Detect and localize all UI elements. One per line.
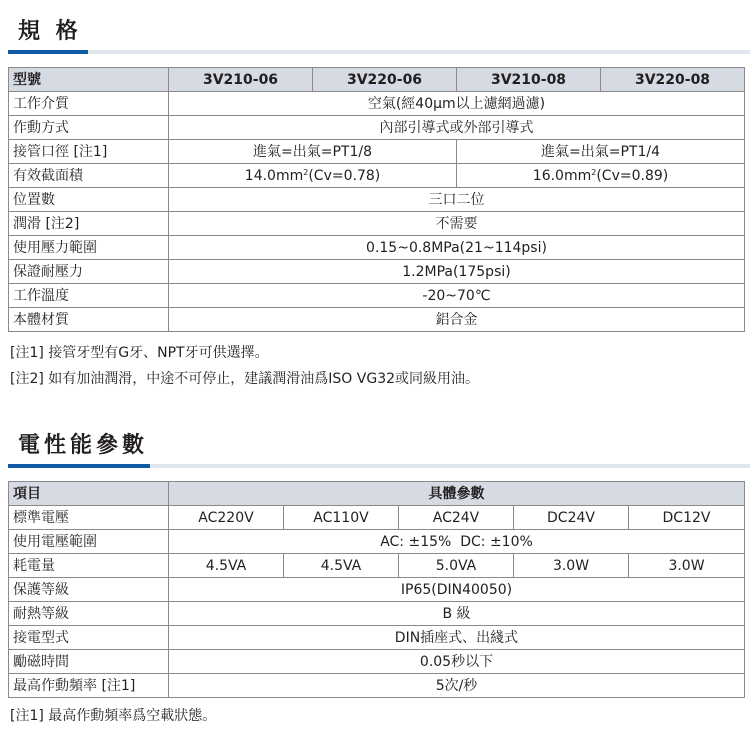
power-value: 4.5VA	[284, 554, 399, 578]
voltage-dc24v: DC24V	[514, 506, 629, 530]
spec-header-row	[9, 68, 745, 92]
temperature-value: -20~70℃	[169, 284, 745, 308]
spec-table	[8, 67, 745, 332]
row-label: 耗電量	[9, 554, 169, 578]
row-label: 本體材質	[9, 308, 169, 332]
pressure-range-value: 0.15~0.8MPa(21~114psi)	[169, 236, 745, 260]
table-row	[9, 92, 745, 116]
area-value-06: $14.0mm^2(Cv=0.78)$	[169, 164, 457, 188]
row-label: 保證耐壓力	[9, 260, 169, 284]
row-label: 使用壓力範圍	[9, 236, 169, 260]
electrical-title-rule	[8, 464, 750, 468]
voltage-dc12v: DC12V	[629, 506, 745, 530]
row-label: 最高作動頻率 [注1]	[9, 674, 169, 698]
proof-pressure-value: 1.2MPa(175psi)	[169, 260, 745, 284]
row-label: 勵磁時間	[9, 650, 169, 674]
row-label: 保護等級	[9, 578, 169, 602]
table-row	[9, 308, 745, 332]
row-label: 工作介質	[9, 92, 169, 116]
row-label: 接管口徑 [注1]	[9, 140, 169, 164]
params-header-label: 具體參數	[169, 482, 745, 506]
table-row	[9, 212, 745, 236]
table-row	[9, 578, 745, 602]
table-row	[9, 284, 745, 308]
row-label: 接電型式	[9, 626, 169, 650]
connection-value: DIN插座式、出綫式	[169, 626, 745, 650]
table-row	[9, 140, 745, 164]
model-3v220-08: 3V220-08	[601, 68, 745, 92]
electrical-section-title: 電性能參數	[18, 433, 149, 458]
medium-value: 空氣(經40μm以上濾網過濾)	[169, 92, 745, 116]
table-row	[9, 530, 745, 554]
model-3v210-06: 3V210-06	[169, 68, 313, 92]
row-label: 工作溫度	[9, 284, 169, 308]
spec-note-1: [注1] 接管牙型有G牙、NPT牙可供選擇。	[10, 345, 269, 361]
voltage-ac110v: AC110V	[284, 506, 399, 530]
power-value: 3.0W	[514, 554, 629, 578]
operation-value: 內部引導式或外部引導式	[169, 116, 745, 140]
model-header-label: 型號	[9, 68, 169, 92]
table-row	[9, 164, 745, 188]
row-label: 位置數	[9, 188, 169, 212]
protection-value: IP65(DIN40050)	[169, 578, 745, 602]
table-row	[9, 506, 745, 530]
port-value-08: 進氣=出氣=PT1/4	[457, 140, 745, 164]
excitation-value: 0.05秒以下	[169, 650, 745, 674]
row-label: 潤滑 [注2]	[9, 212, 169, 236]
table-row	[9, 626, 745, 650]
power-value: 3.0W	[629, 554, 745, 578]
heat-class-value: B 級	[169, 602, 745, 626]
row-label: 耐熱等級	[9, 602, 169, 626]
voltage-ac24v: AC24V	[399, 506, 514, 530]
position-value: 三口二位	[169, 188, 745, 212]
lubrication-value: 不需要	[169, 212, 745, 236]
max-freq-value: 5次/秒	[169, 674, 745, 698]
row-label: 使用電壓範圍	[9, 530, 169, 554]
area-value-08: $16.0mm^2(Cv=0.89)$	[457, 164, 745, 188]
power-value: 4.5VA	[169, 554, 284, 578]
row-label: 有效截面積	[9, 164, 169, 188]
spec-note-2: [注2] 如有加油潤滑，中途不可停止，建議潤滑油爲ISO VG32或同級用油。	[10, 371, 480, 387]
table-row	[9, 116, 745, 140]
model-3v210-08: 3V210-08	[457, 68, 601, 92]
table-row	[9, 650, 745, 674]
power-value: 5.0VA	[399, 554, 514, 578]
voltage-ac220v: AC220V	[169, 506, 284, 530]
table-row	[9, 236, 745, 260]
model-3v220-06: 3V220-06	[313, 68, 457, 92]
electrical-table	[8, 481, 745, 698]
table-row	[9, 674, 745, 698]
table-row	[9, 260, 745, 284]
spec-section-title: 規 格	[18, 19, 82, 44]
item-header-label: 項目	[9, 482, 169, 506]
spec-title-rule	[8, 50, 750, 54]
voltage-range-value: AC: ±15% DC: ±10%	[169, 530, 745, 554]
electrical-note-1: [注1] 最高作動頻率爲空載狀態。	[10, 708, 217, 724]
port-value-06: 進氣=出氣=PT1/8	[169, 140, 457, 164]
table-row	[9, 554, 745, 578]
row-label: 作動方式	[9, 116, 169, 140]
table-row	[9, 188, 745, 212]
material-value: 鋁合金	[169, 308, 745, 332]
electrical-header-row	[9, 482, 745, 506]
table-row	[9, 602, 745, 626]
row-label: 標準電壓	[9, 506, 169, 530]
